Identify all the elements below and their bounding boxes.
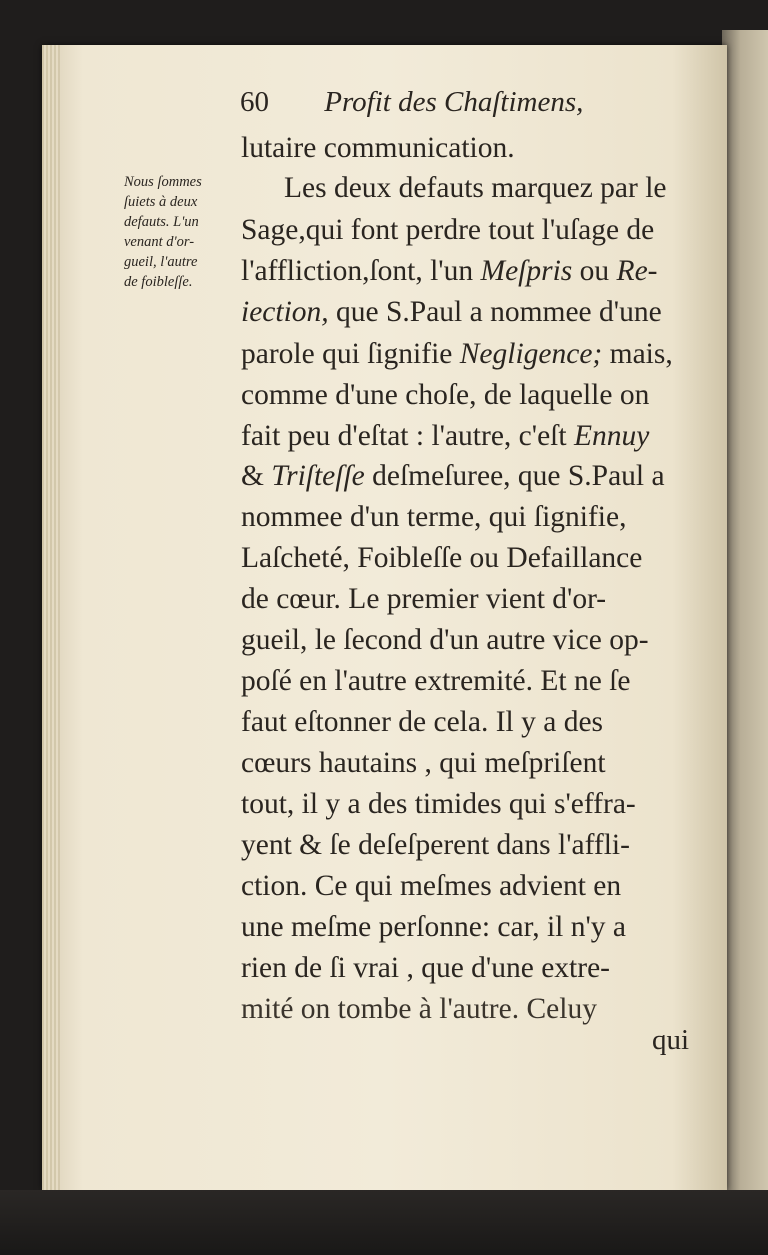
text-line: Sage,qui font perdre tout l'uſage de — [241, 214, 655, 246]
text-line: tout, il y a des timides qui s'effra- — [241, 788, 636, 820]
text-line: Les deux defauts marquez par le — [284, 172, 667, 204]
text-line: lutaire communication. — [241, 132, 515, 164]
margin-note — [124, 172, 242, 292]
scan-background — [0, 1190, 768, 1255]
running-title: Profit des Chaſtimens, — [324, 86, 584, 118]
text-line: mité on tombe à l'autre. Celuy — [241, 993, 597, 1025]
text-line: parole qui ſignifie Negligence; mais, — [241, 338, 673, 370]
margin-note-line: defauts. L'un — [124, 214, 199, 230]
text-line: Laſcheté, Foibleſſe ou Defaillance — [241, 542, 643, 574]
margin-note-line: venant d'or- — [124, 234, 195, 250]
page-number: 60 — [240, 86, 269, 118]
text-line: gueil, le ſecond d'un autre vice op- — [241, 624, 649, 656]
facing-page-edge — [722, 30, 768, 1190]
page-fore-edge — [42, 45, 60, 1190]
running-header — [240, 86, 583, 119]
margin-note-line: gueil, l'autre — [124, 254, 198, 270]
text-line: faut eſtonner de cela. Il y a des — [241, 706, 604, 738]
text-line: & Triſteſſe deſmeſuree, que S.Paul a — [241, 460, 665, 492]
text-line: rien de ſi vrai , que d'une extre- — [241, 952, 610, 984]
text-line: nommee d'un terme, qui ſignifie, — [241, 501, 627, 533]
margin-note-line: Nous ſommes — [124, 174, 202, 190]
catchword: qui — [652, 1024, 690, 1056]
text-line: cœurs hautains , qui meſpriſent — [241, 747, 606, 779]
text-line: fait peu d'eſtat : l'autre, c'eſt Ennuy — [241, 420, 650, 452]
text-line: iection, que S.Paul a nommee d'une — [241, 296, 662, 328]
margin-note-line: ſuiets à deux — [124, 194, 198, 210]
text-line: poſé en l'autre extremité. Et ne ſe — [241, 665, 631, 697]
text-line: comme d'une choſe, de laquelle on — [241, 379, 650, 411]
text-line: yent & ſe deſeſperent dans l'affli- — [241, 829, 630, 861]
text-line: de cœur. Le premier vient d'or- — [241, 583, 607, 615]
margin-note-line: de foibleſſe. — [124, 274, 193, 290]
text-line: ction. Ce qui meſmes advient en — [241, 870, 622, 902]
text-line: une meſme perſonne: car, il n'y a — [241, 911, 627, 943]
text-line: l'affliction,ſont, l'un Meſpris ou Re- — [241, 255, 658, 287]
